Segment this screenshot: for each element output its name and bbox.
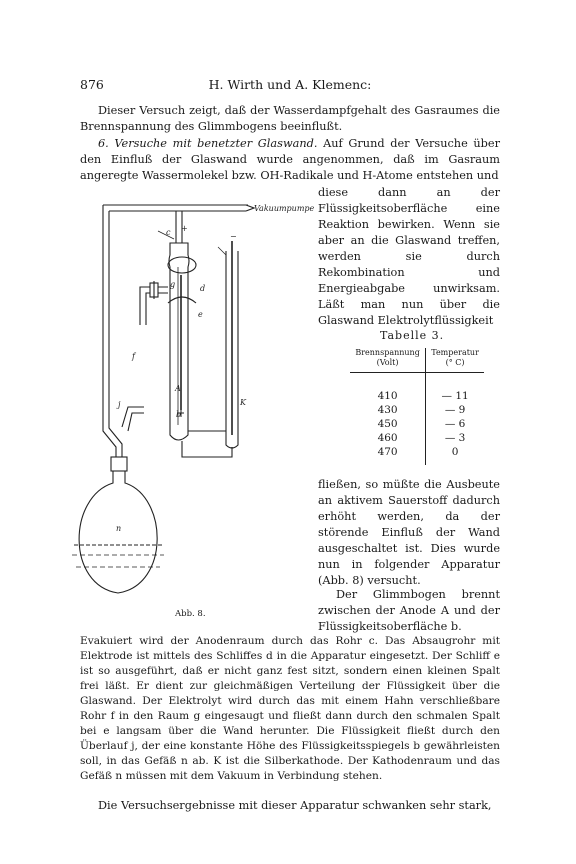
cell-temperature: — 6 [444,418,466,430]
intro-paragraph: Dieser Versuch zeigt, daß der Wasserdampfgehalt des Gasraumes die Brennspannung des Glimmbogens beeinflußt. [80,104,500,133]
cell-temperature: — 3 [444,432,466,444]
label-c: c [166,228,171,237]
page-number: 876 [80,77,104,92]
section-6-paragraph [80,136,500,184]
label-n: n [116,524,122,533]
cell-voltage: 430 [350,403,426,417]
label-j: j [118,400,121,409]
cell-voltage: 450 [350,417,426,431]
right-column-text-2: fließen, so müßte die Ausbeute an aktivem Sauerstoff dadurch erhöht werden, da der störende Einfluß der Wand ausgeschaltet ist. Dies wurde nun in folgender Apparatur (Abb. 8) versucht. [318,478,500,587]
table-row [350,373,484,404]
table-header-temperature: Temperatur (° C) [426,348,484,373]
table-3 [350,348,484,465]
label-b: b [176,410,182,419]
label-f: f [132,352,135,361]
table-row [350,417,484,431]
label-e: e [198,310,203,319]
right-column-text-1: diese dann an der Flüssigkeitsoberfläche eine Reaktion bewirken. Wenn sie aber an die Glaswand treffen, werden sie durch Rekombination und Energieabgabe unwirksam. Läßt man nun über die Glaswand Elektrolytflüssigkeit [318,186,500,327]
label-minus: − [230,232,237,241]
cell-temperature: — 11 [441,390,469,402]
label-plus: + [181,224,188,233]
label-K: K [240,398,246,407]
table-header-voltage: Brennspannung (Volt) [350,348,426,373]
label-pump: Vakuumpumpe [254,204,315,213]
section-heading: 6. Versuche mit benetzter Glaswand. [98,137,318,150]
table-row [350,403,484,417]
table-title: Tabelle 3. [380,329,445,342]
label-d: d [200,284,206,293]
cell-voltage: 460 [350,431,426,445]
section-text: Auf Grund der Versuche über den Einfluß der Glaswand wurde angenommen, daß im Gasraum angeregte Wassermolekel bzw. OH-Radikale und H-Atome entstehen und [80,137,501,182]
right-column-text-3: Der Glimmbogen brennt zwischen der Anode A und der Flüssigkeitsoberfläche b. [318,588,500,633]
table-row [350,431,484,445]
cell-voltage: 470 [350,445,426,465]
running-head: H. Wirth und A. Klemenc: [208,77,372,92]
apparatus-figure [58,195,320,605]
table-row [350,445,484,465]
last-line: Die Versuchsergebnisse mit dieser Apparatur schwanken sehr stark, [98,799,492,812]
cell-voltage: 410 [350,373,426,404]
bottom-paragraph: Evakuiert wird der Anodenraum durch das Rohr c. Das Absaugrohr mit Elektrode ist mittels des Schliffes d in die Apparatur eingesetzt. Der Schliff e ist so ausgeführt, daß er nicht ganz fest sitzt, sondern einen kleinen Spalt frei läßt. Er dient zur gleichmäßigen Verteilung der Flüssigkeit über die Glaswand. Der Elektrolyt wird durch das mit einem Hahn verschließbare Rohr f in den Raum g eingesaugt und fließt dann durch den schmalen Spalt bei e langsam über die Wand herunter. Die Flüssigkeit fließt durch den Überlauf j, der eine konstante Höhe des Flüssigkeitsspiegels b gewährleisten soll, in das Gefäß n ab. K ist die Silberkathode. Der Kathodenraum und das Gefäß n müssen mit dem Vakuum in Verbindung stehen. [80,635,500,782]
cell-temperature: — 9 [444,404,466,416]
label-A: A [175,384,181,393]
cell-temperature: 0 [451,446,459,458]
figure-caption: Abb. 8. [175,609,206,619]
label-g: g [170,280,176,289]
